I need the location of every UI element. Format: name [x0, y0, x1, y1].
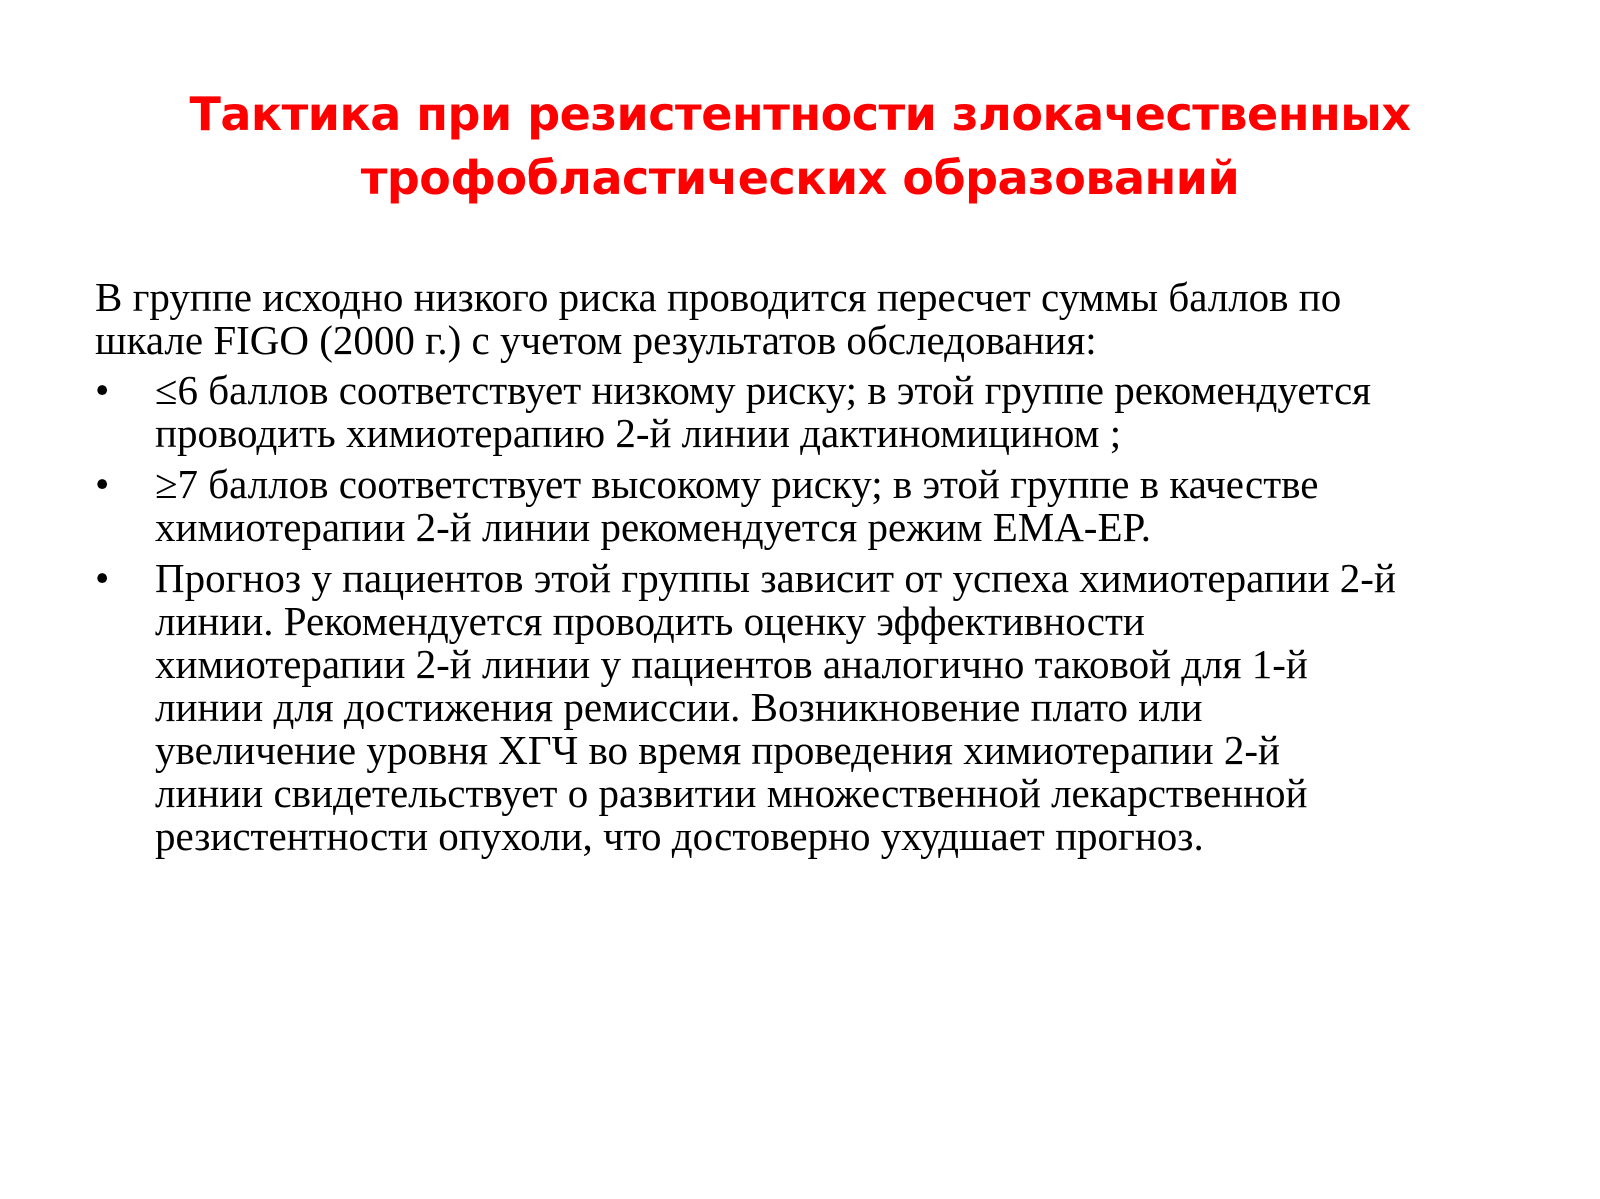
bullet-3-line-7: резистентности опухоли, что достоверно ухудшает прогноз.: [155, 813, 1204, 859]
bullet-list: [95, 369, 1555, 858]
bullet-dot-icon: •: [95, 367, 110, 413]
slide-body: [95, 276, 1555, 866]
bullet-3-line-1: Прогноз у пациентов этой группы зависит от успеха химиотерапии 2-й: [155, 555, 1396, 601]
bullet-dot-icon: •: [95, 461, 110, 507]
bullet-1-line-2: проводить химиотерапию 2-й линии дактиномицином ;: [155, 410, 1122, 456]
bullet-3-line-3: химиотерапии 2-й линии у пациентов аналогично таковой для 1-й: [155, 641, 1308, 687]
bullet-2-line-2: химиотерапии 2-й линии рекомендуется режим EMA-EP.: [155, 504, 1152, 550]
intro-line-2: шкале FIGO (2000 г.) с учетом результатов обследования:: [95, 317, 1097, 363]
slide-title: [100, 82, 1500, 210]
bullet-3-line-4: линии для достижения ремиссии. Возникновение плато или: [155, 684, 1203, 730]
bullet-item-low-risk: [95, 369, 1555, 455]
intro-line-1: В группе исходно низкого риска проводится пересчет суммы баллов по: [95, 274, 1342, 320]
title-line-1: Тактика при резистентности злокачественных: [189, 87, 1411, 141]
bullet-2-line-1: ≥7 баллов соответствует высокому риску; в этой группе в качестве: [155, 461, 1319, 507]
title-line-2: трофобластических образований: [360, 151, 1240, 205]
bullet-item-high-risk: [95, 463, 1555, 549]
intro-paragraph: [95, 276, 1555, 362]
bullet-3-line-6: линии свидетельствует о развитии множественной лекарственной: [155, 770, 1308, 816]
bullet-3-line-2: линии. Рекомендуется проводить оценку эффективности: [155, 598, 1145, 644]
bullet-3-line-5: увеличение уровня ХГЧ во время проведения химиотерапии 2-й: [155, 727, 1280, 773]
bullet-item-prognosis: [95, 557, 1555, 858]
bullet-1-line-1: ≤6 баллов соответствует низкому риску; в этой группе рекомендуется: [155, 367, 1372, 413]
bullet-dot-icon: •: [95, 555, 110, 601]
